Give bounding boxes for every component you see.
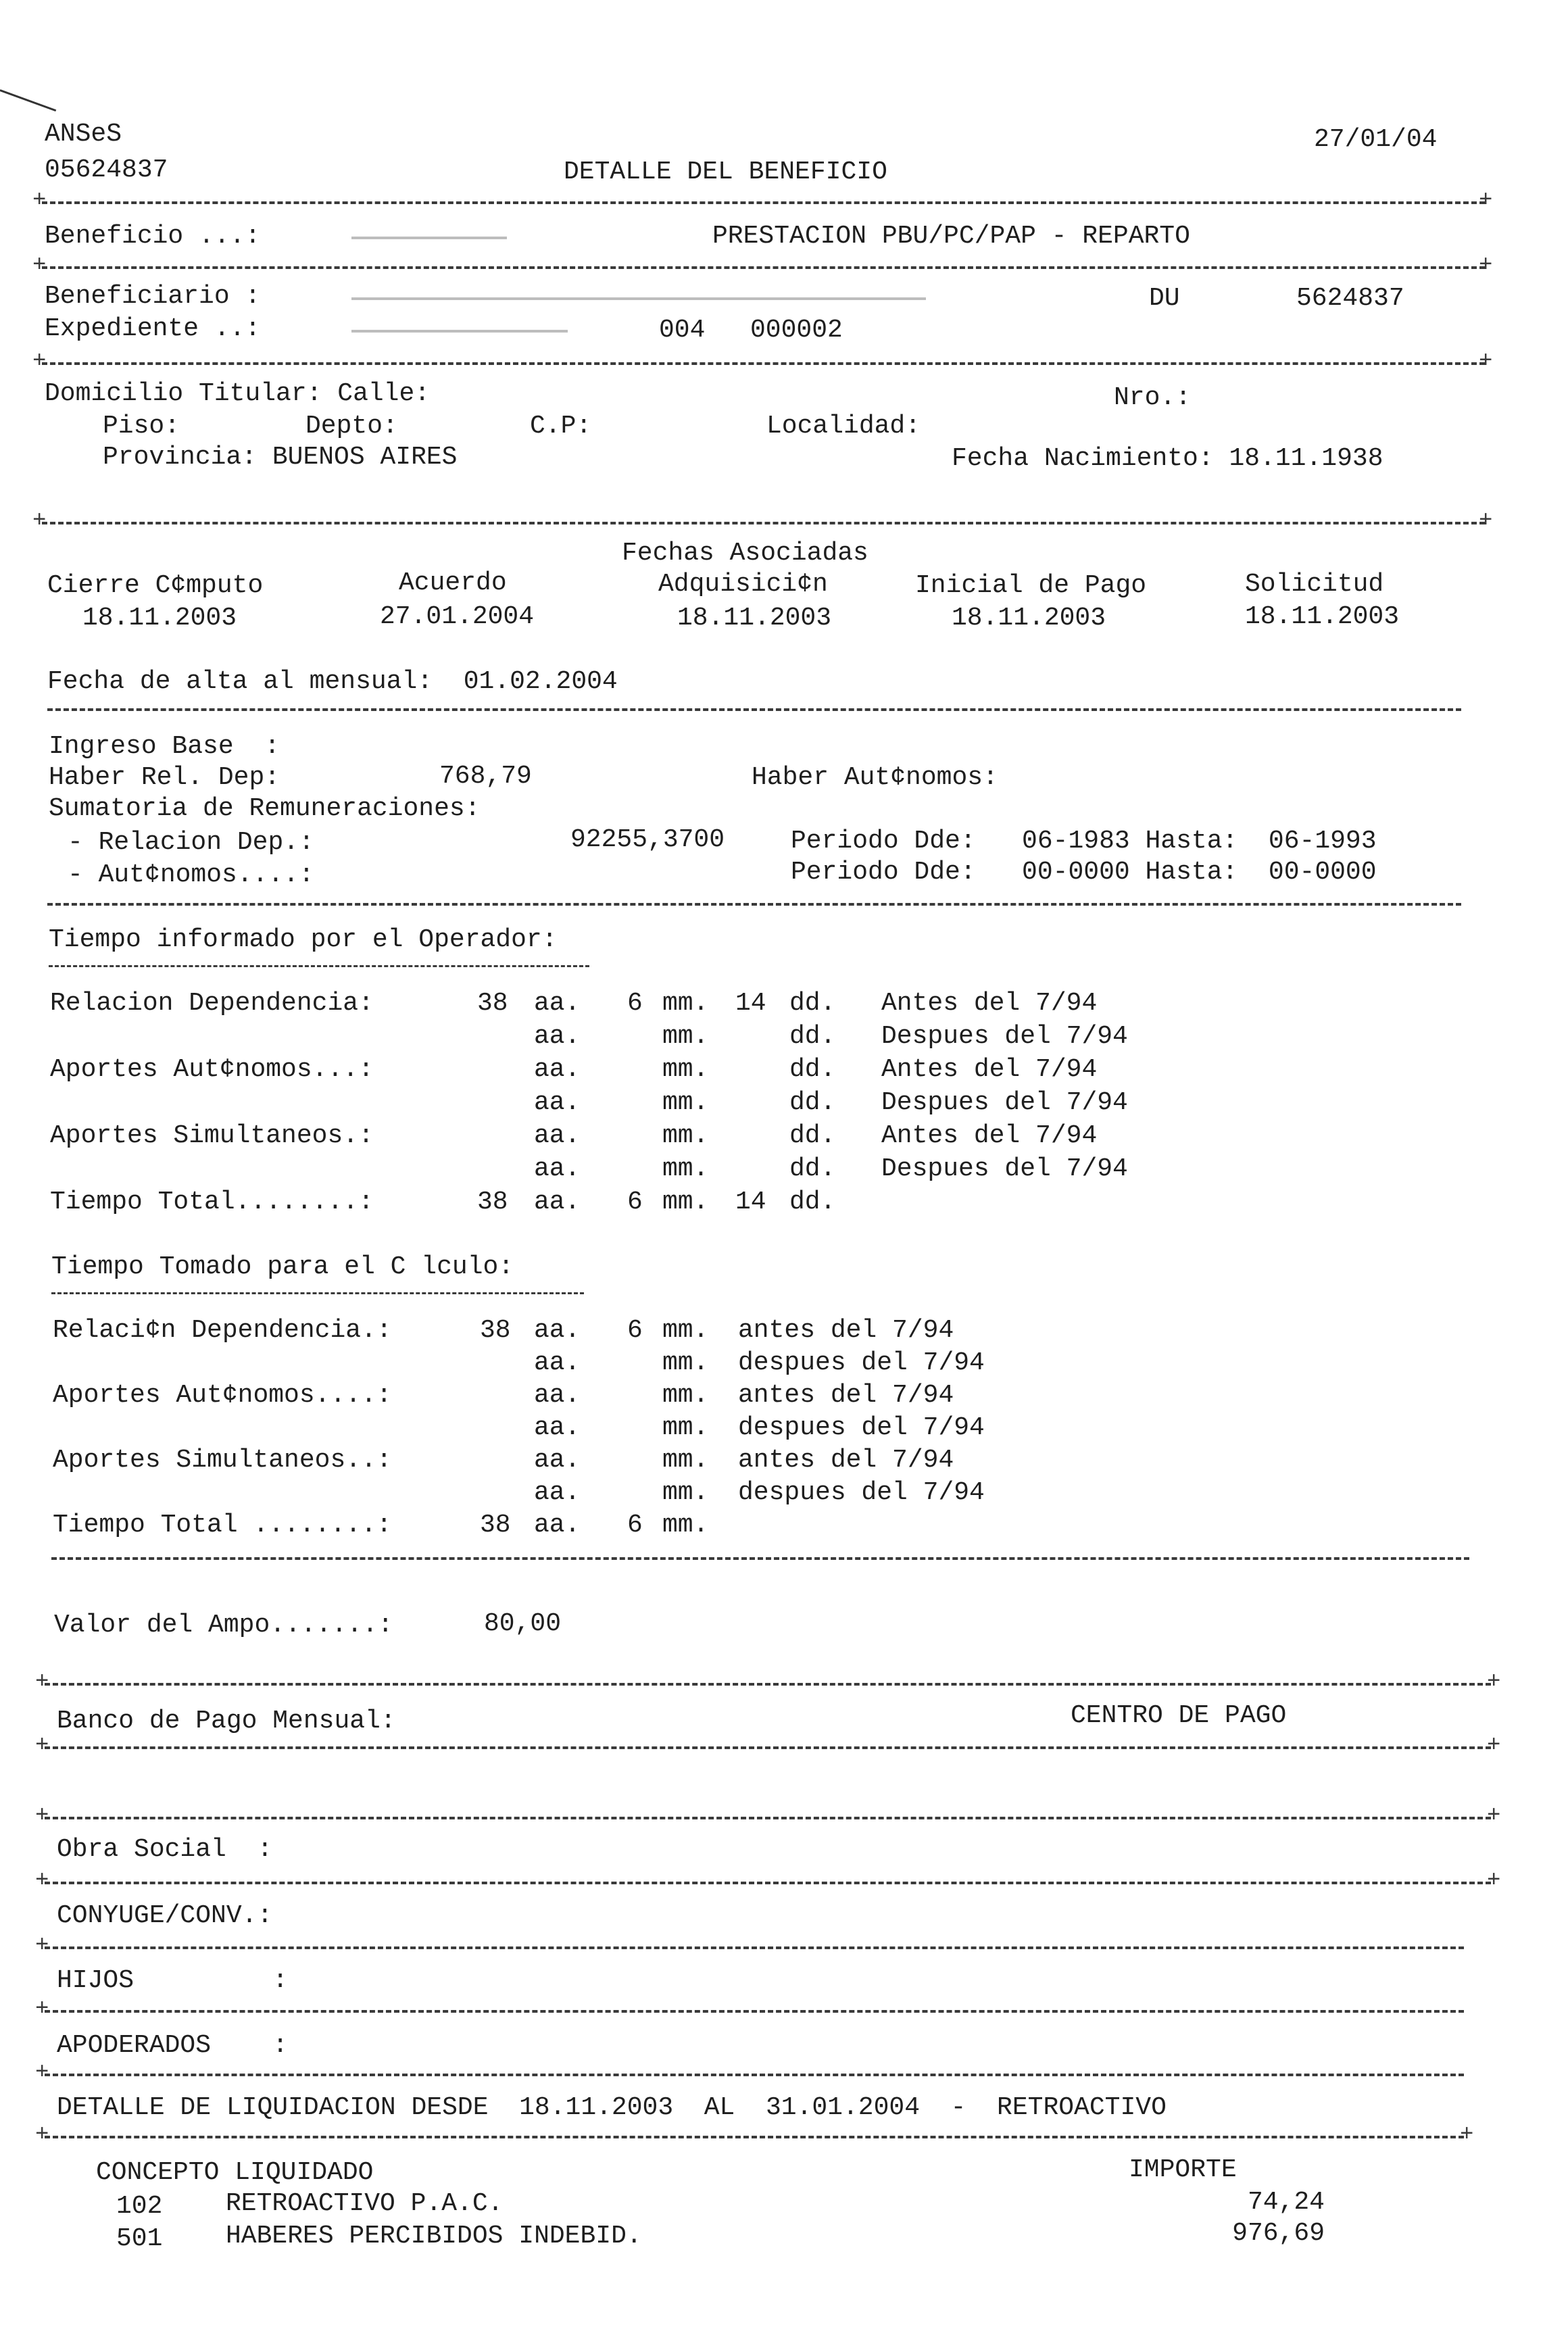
calc-line-aa: aa. <box>534 1413 581 1442</box>
op-line-label: Aportes Simultaneos.: <box>50 1121 374 1150</box>
rule-corner: + <box>1479 188 1493 214</box>
op-line-dd: dd. <box>789 1055 836 1084</box>
calc-line-mm: mm. <box>662 1316 709 1345</box>
beneficio-value: PRESTACION PBU/PC/PAP - REPARTO <box>712 222 1190 251</box>
calc-line-mm: mm. <box>662 1413 709 1442</box>
fecha-col-value: 18.11.2003 <box>677 604 832 633</box>
beneficiario-doc-number: 5624837 <box>1296 284 1404 313</box>
rule-corner: + <box>32 188 47 214</box>
tiempo-calculo-title: Tiempo Tomado para el C lculo: <box>51 1252 514 1281</box>
op-line-mm: mm. <box>662 1187 709 1217</box>
obra-social: Obra Social : <box>57 1835 273 1864</box>
rule <box>42 266 1485 269</box>
fecha-col-label: Cierre C¢mputo <box>47 571 264 600</box>
op-line-months: 6 <box>627 989 643 1018</box>
calc-line-aa: aa. <box>534 1446 581 1475</box>
calc-line-label: Tiempo Total ........: <box>53 1511 392 1540</box>
fecha-col-label: Solicitud <box>1245 570 1384 599</box>
calc-line-years: 38 <box>480 1316 511 1345</box>
apoderados: APODERADOS : <box>57 2031 289 2060</box>
title-underline <box>51 1292 584 1294</box>
calc-line-label: Relaci¢n Dependencia.: <box>53 1316 392 1345</box>
autonomos-periodo: Periodo Dde: 00-0000 Hasta: 00-0000 <box>791 858 1377 887</box>
domicilio-localidad: Localidad: <box>766 412 921 441</box>
fechas-title: Fechas Asociadas <box>622 539 868 568</box>
rule-corner: + <box>1460 2122 1474 2148</box>
op-line-dd: dd. <box>789 1154 836 1183</box>
domicilio-calle: Domicilio Titular: Calle: <box>45 379 431 408</box>
haber-autonomos: Haber Aut¢nomos: <box>752 763 998 792</box>
op-line-dd: dd. <box>789 1088 836 1117</box>
op-line-months: 6 <box>627 1187 643 1217</box>
liq-row-amount: 74,24 <box>1247 2188 1325 2217</box>
op-line-label: Tiempo Total........: <box>50 1187 374 1217</box>
calc-line-mm: mm. <box>662 1348 709 1377</box>
rule <box>45 1817 1491 1819</box>
rule-corner: + <box>32 508 47 534</box>
rule-corner: + <box>1479 508 1493 534</box>
op-line-dd: dd. <box>789 1121 836 1150</box>
calc-line-months: 6 <box>627 1316 643 1345</box>
expediente-b: 000002 <box>750 316 843 345</box>
print-date: 27/01/04 <box>1314 125 1438 154</box>
ampo-label: Valor del Ampo.......: <box>54 1611 393 1640</box>
rule-corner: + <box>35 1868 49 1894</box>
col-importe: IMPORTE <box>1129 2155 1237 2184</box>
doc-number: 05624837 <box>45 155 168 185</box>
liq-row-desc: HABERES PERCIBIDOS INDEBID. <box>226 2222 642 2251</box>
hijos: HIJOS : <box>57 1966 289 1995</box>
rule <box>45 1882 1491 1884</box>
rule-corner: + <box>1487 1803 1501 1829</box>
liquidacion-title: DETALLE DE LIQUIDACION DESDE 18.11.2003 AL 31.01.2004 - RETROACTIVO <box>57 2093 1167 2122</box>
rule <box>47 708 1461 711</box>
calc-line-months: 6 <box>627 1511 643 1540</box>
domicilio-cp: C.P: <box>530 412 592 441</box>
calc-line-mm: mm. <box>662 1446 709 1475</box>
rule <box>45 1946 1464 1949</box>
calc-line-aa: aa. <box>534 1381 581 1410</box>
op-line-label: Aportes Aut¢nomos...: <box>50 1055 374 1084</box>
rule-corner: + <box>1487 1868 1501 1894</box>
op-line-mm: mm. <box>662 989 709 1018</box>
calc-line-note: despues del 7/94 <box>738 1413 985 1442</box>
relacion-dep-label: - Relacion Dep.: <box>68 828 314 857</box>
op-line-note: Despues del 7/94 <box>881 1088 1128 1117</box>
rule <box>51 1557 1469 1560</box>
rule-corner: + <box>1487 1733 1501 1759</box>
op-line-years: 38 <box>477 989 508 1018</box>
domicilio-depto: Depto: <box>305 412 398 441</box>
rule-corner: + <box>35 2060 49 2086</box>
domicilio-piso: Piso: <box>103 412 180 441</box>
autonomos-label: - Aut¢nomos....: <box>68 860 314 889</box>
op-line-days: 14 <box>735 989 766 1018</box>
page-title: DETALLE DEL BENEFICIO <box>564 157 887 187</box>
doc-type: DU <box>1149 284 1180 313</box>
col-concepto: CONCEPTO LIQUIDADO <box>96 2158 374 2187</box>
rule-top <box>42 201 1485 204</box>
op-line-aa: aa. <box>534 1154 581 1183</box>
calc-line-mm: mm. <box>662 1511 709 1540</box>
rule <box>45 1746 1491 1749</box>
op-line-aa: aa. <box>534 1187 581 1217</box>
calc-line-aa: aa. <box>534 1316 581 1345</box>
fecha-col-value: 18.11.2003 <box>82 604 237 633</box>
rule <box>47 903 1461 906</box>
redacted-mark <box>351 330 568 333</box>
op-line-dd: dd. <box>789 1022 836 1051</box>
calc-line-aa: aa. <box>534 1348 581 1377</box>
op-line-dd: dd. <box>789 989 836 1018</box>
calc-line-label: Aportes Simultaneos..: <box>53 1446 392 1475</box>
calc-line-note: despues del 7/94 <box>738 1348 985 1377</box>
redacted-mark <box>351 297 926 300</box>
rule-corner: + <box>35 1803 49 1829</box>
rule-corner: + <box>35 1733 49 1759</box>
rule-corner: + <box>32 253 47 278</box>
op-line-note: Antes del 7/94 <box>881 1121 1098 1150</box>
op-line-dd: dd. <box>789 1187 836 1217</box>
relacion-dep-periodo: Periodo Dde: 06-1983 Hasta: 06-1993 <box>791 827 1377 856</box>
liq-row-amount: 976,69 <box>1232 2219 1325 2248</box>
op-line-aa: aa. <box>534 1055 581 1084</box>
rule <box>45 1683 1491 1686</box>
fecha-col-value: 18.11.2003 <box>1245 602 1400 631</box>
conyuge: CONYUGE/CONV.: <box>57 1901 273 1930</box>
beneficiario-label: Beneficiario : <box>45 282 261 311</box>
relacion-dep-value: 92255,3700 <box>570 825 725 854</box>
banco-value: CENTRO DE PAGO <box>1071 1701 1287 1730</box>
op-line-note: Antes del 7/94 <box>881 1055 1098 1084</box>
calc-line-note: despues del 7/94 <box>738 1478 985 1507</box>
redacted-mark <box>351 237 507 239</box>
rule-corner: + <box>35 2122 49 2148</box>
calc-line-mm: mm. <box>662 1478 709 1507</box>
fecha-col-label: Adquisici¢n <box>658 570 828 599</box>
calc-line-aa: aa. <box>534 1511 581 1540</box>
rule <box>42 362 1485 365</box>
rule <box>45 2010 1464 2013</box>
calc-line-years: 38 <box>480 1511 511 1540</box>
title-underline <box>49 965 589 967</box>
liq-row-code: 501 <box>116 2224 163 2253</box>
liq-row-code: 102 <box>116 2192 163 2221</box>
op-line-mm: mm. <box>662 1022 709 1051</box>
fecha-alta: Fecha de alta al mensual: 01.02.2004 <box>47 667 618 696</box>
domicilio-provincia: Provincia: BUENOS AIRES <box>103 443 458 472</box>
fecha-col-label: Inicial de Pago <box>915 571 1147 600</box>
domicilio-nro: Nro.: <box>1114 383 1192 412</box>
calc-line-label: Aportes Aut¢nomos....: <box>53 1381 392 1410</box>
pen-stroke <box>0 89 56 112</box>
expediente-label: Expediente ..: <box>45 314 261 343</box>
ingreso-base: Ingreso Base : <box>49 732 280 761</box>
rule-corner: + <box>1479 253 1493 278</box>
op-line-mm: mm. <box>662 1154 709 1183</box>
banco-label: Banco de Pago Mensual: <box>57 1707 396 1736</box>
op-line-label: Relacion Dependencia: <box>50 989 374 1018</box>
calc-line-note: antes del 7/94 <box>738 1316 954 1345</box>
calc-line-note: antes del 7/94 <box>738 1446 954 1475</box>
rule <box>45 2136 1464 2138</box>
sumatoria: Sumatoria de Remuneraciones: <box>49 794 481 823</box>
op-line-aa: aa. <box>534 989 581 1018</box>
rule <box>42 522 1485 524</box>
rule <box>45 2074 1464 2076</box>
op-line-years: 38 <box>477 1187 508 1217</box>
op-line-note: Despues del 7/94 <box>881 1154 1128 1183</box>
haber-rel-label: Haber Rel. Dep: <box>49 763 280 792</box>
rule-corner: + <box>1487 1669 1501 1695</box>
op-line-aa: aa. <box>534 1022 581 1051</box>
expediente-a: 004 <box>659 316 706 345</box>
op-line-note: Antes del 7/94 <box>881 989 1098 1018</box>
fecha-nacimiento: Fecha Nacimiento: 18.11.1938 <box>952 444 1383 473</box>
rule-corner: + <box>35 1996 49 2022</box>
calc-line-aa: aa. <box>534 1478 581 1507</box>
ampo-value: 80,00 <box>484 1609 562 1638</box>
liq-row-desc: RETROACTIVO P.A.C. <box>226 2189 504 2218</box>
op-line-days: 14 <box>735 1187 766 1217</box>
fecha-col-value: 18.11.2003 <box>952 604 1106 633</box>
org-name: ANSeS <box>45 120 122 149</box>
tiempo-operador-title: Tiempo informado por el Operador: <box>49 925 558 954</box>
op-line-mm: mm. <box>662 1088 709 1117</box>
calc-line-mm: mm. <box>662 1381 709 1410</box>
op-line-aa: aa. <box>534 1088 581 1117</box>
haber-rel-value: 768,79 <box>439 762 532 791</box>
beneficio-label: Beneficio ...: <box>45 222 261 251</box>
fecha-col-label: Acuerdo <box>399 568 507 597</box>
rule-corner: + <box>35 1933 49 1959</box>
calc-line-note: antes del 7/94 <box>738 1381 954 1410</box>
op-line-aa: aa. <box>534 1121 581 1150</box>
op-line-note: Despues del 7/94 <box>881 1022 1128 1051</box>
rule-corner: + <box>32 349 47 374</box>
op-line-mm: mm. <box>662 1055 709 1084</box>
rule-corner: + <box>1479 349 1493 374</box>
rule-corner: + <box>35 1669 49 1695</box>
fecha-col-value: 27.01.2004 <box>380 602 535 631</box>
op-line-mm: mm. <box>662 1121 709 1150</box>
